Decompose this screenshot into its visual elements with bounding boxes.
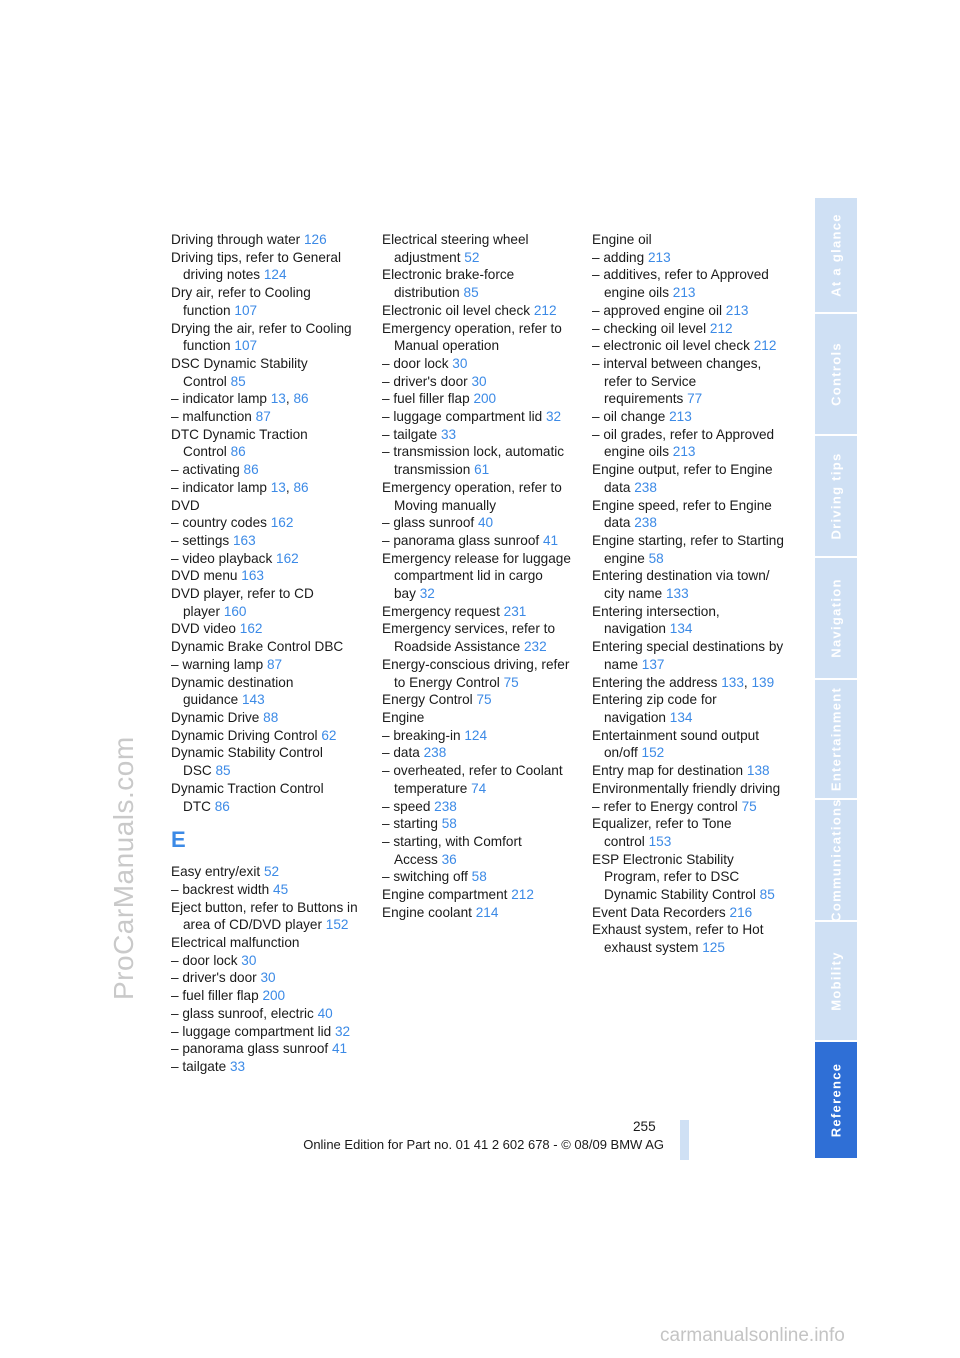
page-reference-link[interactable]: 52 bbox=[263, 864, 280, 880]
index-entry bbox=[382, 426, 582, 444]
page-reference-link[interactable]: 40 bbox=[317, 1005, 333, 1021]
index-entry-text: Exhaust system, refer to Hot exhaust system bbox=[592, 922, 764, 956]
index-entry-text: Energy-conscious driving, refer to Energy Control bbox=[382, 656, 570, 690]
index-entry bbox=[171, 1005, 371, 1023]
index-entry bbox=[382, 514, 582, 532]
index-entry bbox=[171, 744, 371, 779]
index-entry-text: – panorama glass sunroof bbox=[171, 1041, 329, 1057]
index-entry bbox=[382, 691, 582, 709]
page-reference-link[interactable]: 152 bbox=[325, 917, 349, 933]
index-entry bbox=[171, 320, 371, 355]
page-reference-link[interactable]: 32 bbox=[334, 1023, 351, 1039]
page-reference-link[interactable]: 213 bbox=[672, 444, 696, 460]
index-entry bbox=[592, 355, 792, 408]
page-reference-link[interactable]: 75 bbox=[503, 674, 519, 690]
page-reference-link[interactable]: 52 bbox=[464, 249, 480, 265]
index-entry-text: – tailgate bbox=[382, 426, 438, 442]
index-entry bbox=[592, 426, 792, 461]
index-entry-text: Engine output, refer to Engine data bbox=[592, 462, 773, 495]
index-entry bbox=[171, 426, 371, 461]
page-reference-link[interactable]: 32 bbox=[545, 409, 562, 425]
index-entry-text: – speed bbox=[382, 798, 431, 814]
index-entry-text: Eject button, refer to Buttons in area of CD/DVD player bbox=[171, 899, 358, 933]
section-tab-mobility[interactable] bbox=[815, 922, 857, 1042]
page-reference-link[interactable]: 85 bbox=[215, 763, 231, 779]
page-reference-link[interactable]: 85 bbox=[463, 285, 479, 301]
page-reference-link[interactable]: 162 bbox=[270, 515, 294, 531]
index-entry-text: Emergency services, refer to Roadside Assistance bbox=[382, 621, 556, 655]
page-reference-link[interactable]: 238 bbox=[423, 745, 447, 761]
page-reference-link[interactable]: 238 bbox=[434, 798, 457, 814]
index-entry-text: Entering destination via town/ city name bbox=[592, 568, 770, 602]
index-entry-text: Emergency operation, refer to Manual operation bbox=[382, 320, 562, 354]
index-entry bbox=[171, 249, 371, 284]
index-entry bbox=[382, 390, 582, 408]
index-entry-text: Engine starting, refer to Starting engine bbox=[592, 532, 784, 566]
index-entry-text: – starting, with Comfort Access bbox=[382, 833, 522, 867]
page-reference-link[interactable]: 86 bbox=[243, 462, 259, 478]
index-entry bbox=[171, 620, 371, 638]
index-entry bbox=[382, 815, 582, 833]
page-reference-link[interactable]: 214 bbox=[475, 904, 499, 920]
page-reference-link[interactable]: 126 bbox=[303, 232, 327, 247]
page-reference-link[interactable]: 33 bbox=[440, 426, 457, 442]
section-tab-reference[interactable] bbox=[815, 1042, 857, 1160]
page-reference-link[interactable]: 213 bbox=[725, 302, 749, 318]
index-entry bbox=[382, 744, 582, 762]
index-entry bbox=[592, 921, 792, 956]
section-tab-navigation[interactable] bbox=[815, 558, 857, 680]
index-entry-text: – malfunction bbox=[171, 409, 252, 425]
page-reference-link[interactable]: 41 bbox=[331, 1041, 348, 1057]
index-entry bbox=[382, 320, 582, 355]
index-entry-text: Engine bbox=[382, 709, 425, 725]
section-tabs bbox=[815, 198, 857, 1160]
page-reference-link[interactable]: 162 bbox=[276, 550, 299, 566]
index-entry-text: – fuel filler flap bbox=[171, 988, 259, 1004]
page-reference-link[interactable]: 124 bbox=[263, 267, 287, 283]
index-entry bbox=[382, 709, 582, 727]
page-reference-link[interactable]: 238 bbox=[634, 479, 657, 495]
index-entry bbox=[171, 952, 371, 970]
index-entry-text: – luggage compartment lid bbox=[171, 1023, 332, 1039]
index-entry bbox=[171, 567, 371, 585]
index-entry bbox=[171, 408, 371, 426]
index-entry bbox=[382, 231, 582, 266]
index-entry-text: Environmentally friendly driving bbox=[592, 780, 781, 796]
index-entry bbox=[592, 497, 792, 532]
index-entry-text: DVD player, refer to CD player bbox=[171, 586, 314, 619]
index-entry bbox=[171, 479, 371, 497]
index-entry-text: – door lock bbox=[382, 355, 449, 371]
index-entry-text: – starting bbox=[382, 816, 438, 832]
index-entry-text: – driver's door bbox=[171, 970, 257, 986]
index-entry bbox=[382, 798, 582, 816]
page-reference-link[interactable]: 138 bbox=[746, 763, 770, 779]
index-entry-text: Dynamic Driving Control bbox=[171, 727, 318, 743]
index-entry-text: – oil grades, refer to Approved engine oils bbox=[592, 426, 775, 460]
section-tab-label: Driving tips bbox=[828, 452, 844, 540]
page-reference-link[interactable]: 30 bbox=[241, 952, 257, 968]
page-reference-link[interactable]: 87 bbox=[266, 656, 283, 672]
index-entry bbox=[592, 904, 792, 922]
footer-edition-text: Online Edition for Part no. 01 41 2 602 678 - © 08/09 BMW AG bbox=[303, 1137, 664, 1152]
index-entry-text: DSC Dynamic Stability Control bbox=[171, 355, 308, 389]
index-entry bbox=[382, 868, 582, 886]
index-entry-text: – driver's door bbox=[382, 373, 468, 389]
index-entry bbox=[592, 674, 792, 692]
index-entry-text: Electronic brake-force distribution bbox=[382, 267, 515, 301]
index-entry-text: Dry air, refer to Cooling function bbox=[171, 285, 311, 318]
index-entry-text: Engine coolant bbox=[382, 904, 472, 920]
index-entry bbox=[382, 656, 582, 691]
index-entry-text: Electrical steering wheel adjustment bbox=[382, 232, 529, 265]
index-entry bbox=[382, 532, 582, 550]
page-reference-link[interactable]: 152 bbox=[641, 745, 665, 761]
index-entry bbox=[171, 969, 371, 987]
index-entry bbox=[171, 1040, 371, 1058]
page-reference-link[interactable]: 75 bbox=[476, 692, 492, 708]
page-reference-link[interactable]: 163 bbox=[241, 568, 264, 584]
index-entry-text: Entering intersection, navigation bbox=[592, 603, 720, 637]
page-number: 255 bbox=[633, 1119, 656, 1134]
index-entry-text: Easy entry/exit bbox=[171, 864, 261, 880]
index-entry bbox=[592, 780, 792, 798]
index-entry-text: Emergency release for luggage compartment lid in cargo bay bbox=[382, 550, 571, 602]
page-reference-link[interactable]: 36 bbox=[441, 851, 457, 867]
index-entry bbox=[382, 355, 582, 373]
index-entry-text: – door lock bbox=[171, 952, 238, 968]
page-reference-link[interactable]: 86 bbox=[230, 444, 246, 460]
index-entry-text: – settings bbox=[171, 532, 230, 548]
index-entry-text: Dynamic Drive bbox=[171, 709, 260, 725]
page-reference-link[interactable]: 212 bbox=[709, 320, 733, 336]
index-entry-text: – approved engine oil bbox=[592, 302, 722, 318]
index-entry bbox=[171, 390, 371, 408]
page-reference-link[interactable]: 216 bbox=[729, 904, 753, 920]
index-entry-text: – refer to Energy control bbox=[592, 798, 738, 814]
page-reference-link[interactable]: 163 bbox=[232, 532, 256, 548]
page-reference-link[interactable]: 107 bbox=[234, 338, 258, 354]
index-entry-text: – panorama glass sunroof bbox=[382, 532, 540, 548]
index-entry bbox=[171, 514, 371, 532]
index-entry bbox=[592, 798, 792, 816]
section-tab-driving-tips[interactable] bbox=[815, 436, 857, 558]
page-reference-link[interactable]: 13 bbox=[270, 479, 286, 495]
index-entry bbox=[592, 302, 792, 320]
index-entry bbox=[592, 638, 792, 673]
index-entry bbox=[592, 231, 792, 249]
page-reference-link[interactable]: 77 bbox=[687, 391, 703, 407]
page-reference-link[interactable]: 153 bbox=[648, 833, 672, 849]
index-entry-text: – glass sunroof, electric bbox=[171, 1005, 314, 1021]
page-reference-link[interactable]: 86 bbox=[293, 391, 309, 407]
page-reference-link[interactable]: 45 bbox=[273, 881, 289, 897]
page-reference-link[interactable]: 86 bbox=[293, 479, 309, 495]
index-entry bbox=[382, 833, 582, 868]
index-entry bbox=[171, 284, 371, 319]
page-reference-link[interactable]: 85 bbox=[230, 373, 246, 389]
page-reference-link[interactable]: 143 bbox=[241, 692, 265, 708]
index-entry-text: DVD bbox=[171, 497, 200, 513]
index-entry bbox=[382, 904, 582, 922]
section-tab-label: Navigation bbox=[828, 578, 844, 658]
index-entry bbox=[382, 443, 582, 478]
index-entry-text: Entertainment sound output on/off bbox=[592, 727, 760, 761]
page-reference-link[interactable]: 213 bbox=[669, 409, 692, 425]
index-column-1 bbox=[171, 231, 371, 1076]
page-reference-link[interactable]: 134 bbox=[669, 621, 693, 637]
index-entry-text: Entering zip code for navigation bbox=[592, 692, 717, 725]
index-entry-text: – breaking-in bbox=[382, 727, 461, 743]
index-entry bbox=[382, 550, 582, 603]
page-reference-link[interactable]: 33 bbox=[229, 1058, 246, 1074]
page-reference-link[interactable]: 213 bbox=[672, 285, 696, 301]
page-reference-link[interactable]: 13 bbox=[270, 391, 286, 407]
index-entry-text: Entering the address bbox=[592, 674, 718, 690]
index-entry-text: DTC Dynamic Traction Control bbox=[171, 426, 308, 460]
index-entry-text: – indicator lamp bbox=[171, 391, 267, 407]
page-reference-link[interactable]: 200 bbox=[262, 988, 286, 1004]
index-entry bbox=[171, 656, 371, 674]
index-entry bbox=[171, 881, 371, 899]
index-entry bbox=[382, 620, 582, 655]
page-reference-link[interactable]: 212 bbox=[533, 302, 557, 318]
index-entry bbox=[171, 550, 371, 568]
index-entry bbox=[382, 479, 582, 514]
page-reference-link[interactable]: 61 bbox=[474, 462, 490, 478]
index-entry bbox=[171, 585, 371, 620]
page-reference-link[interactable]: 32 bbox=[419, 586, 435, 602]
index-entry-text: – indicator lamp bbox=[171, 479, 267, 495]
section-tab-communications[interactable] bbox=[815, 800, 857, 922]
index-entry-text: Engine compartment bbox=[382, 887, 508, 903]
index-entry-text: Dynamic Traction Control DTC bbox=[171, 780, 324, 814]
page-reference-link[interactable]: 86 bbox=[214, 798, 230, 814]
index-entry-text: ESP Electronic Stability Program, refer to DSC Dynamic Stability Control bbox=[592, 851, 756, 903]
index-entry-text: – data bbox=[382, 745, 420, 761]
page-reference-link[interactable]: 212 bbox=[753, 338, 777, 354]
index-entry-text: – checking oil level bbox=[592, 320, 707, 336]
page-reference-link[interactable]: 30 bbox=[471, 373, 487, 389]
page-reference-link[interactable]: 62 bbox=[321, 727, 337, 743]
index-entry bbox=[171, 709, 371, 727]
page-reference-link[interactable]: 134 bbox=[669, 709, 693, 725]
page-separator: , bbox=[285, 391, 294, 407]
index-entry-text: – oil change bbox=[592, 409, 666, 425]
page-reference-link[interactable]: 85 bbox=[759, 887, 775, 903]
index-entry-text: – interval between changes, refer to Service requirements bbox=[592, 355, 762, 407]
page-reference-link[interactable]: 133 bbox=[721, 674, 744, 690]
page-reference-link[interactable]: 231 bbox=[503, 603, 527, 619]
page-reference-link[interactable]: 107 bbox=[234, 302, 258, 318]
index-entry-text: Electrical malfunction bbox=[171, 935, 300, 951]
index-entry-text: Emergency request bbox=[382, 603, 500, 619]
page-reference-link[interactable]: 125 bbox=[702, 940, 725, 956]
page-reference-link[interactable]: 75 bbox=[741, 798, 757, 814]
page-reference-link[interactable]: 212 bbox=[511, 887, 534, 903]
index-entry-text: – additives, refer to Approved engine oils bbox=[592, 267, 769, 301]
page-reference-link[interactable]: 232 bbox=[523, 639, 547, 655]
page-reference-link[interactable]: 137 bbox=[641, 656, 665, 672]
index-entry bbox=[592, 461, 792, 496]
page-reference-link[interactable]: 200 bbox=[473, 391, 497, 407]
page-reference-link[interactable]: 58 bbox=[471, 869, 487, 885]
page-reference-link[interactable]: 160 bbox=[223, 603, 247, 619]
page-reference-link[interactable]: 58 bbox=[648, 550, 664, 566]
page-reference-link[interactable]: 41 bbox=[542, 532, 559, 548]
index-entry bbox=[171, 1023, 371, 1041]
index-entry-text: – overheated, refer to Coolant temperature bbox=[382, 763, 563, 796]
index-entry bbox=[171, 934, 371, 952]
section-tab-label: Entertainment bbox=[828, 686, 844, 792]
page-reference-link[interactable]: 87 bbox=[255, 409, 271, 425]
index-entry bbox=[171, 727, 371, 745]
page-reference-link[interactable]: 74 bbox=[471, 780, 487, 796]
index-entry-text: – adding bbox=[592, 249, 645, 265]
index-entry bbox=[382, 266, 582, 301]
index-entry-text: Event Data Recorders bbox=[592, 904, 726, 920]
index-entry-text: Engine oil bbox=[592, 232, 652, 247]
index-entry bbox=[592, 762, 792, 780]
index-entry-text: – warning lamp bbox=[171, 656, 264, 672]
index-entry-text: – transmission lock, automatic transmission bbox=[382, 444, 565, 478]
index-entry-text: Dynamic Brake Control DBC bbox=[171, 639, 344, 655]
index-entry-text: – activating bbox=[171, 462, 240, 478]
index-entry-text: Entering special destinations by name bbox=[592, 639, 784, 672]
section-tab-at-a-glance[interactable] bbox=[815, 198, 857, 314]
index-entry-text: – luggage compartment lid bbox=[382, 409, 543, 425]
page-reference-link[interactable]: 58 bbox=[441, 816, 457, 832]
page-reference-link[interactable]: 162 bbox=[239, 621, 263, 637]
index-entry bbox=[382, 373, 582, 391]
index-entry-text: – electronic oil level check bbox=[592, 338, 750, 354]
index-entry bbox=[382, 886, 582, 904]
index-column-3 bbox=[592, 231, 792, 957]
index-entry-text: – fuel filler flap bbox=[382, 391, 470, 407]
index-entry bbox=[171, 497, 371, 515]
section-tab-label: Controls bbox=[828, 342, 844, 406]
index-entry-text: – backrest width bbox=[171, 881, 270, 897]
index-entry-text: Dynamic Stability Control DSC bbox=[171, 745, 323, 779]
index-entry bbox=[171, 780, 371, 815]
page-reference-link[interactable]: 88 bbox=[263, 709, 279, 725]
page-reference-link[interactable]: 238 bbox=[634, 515, 657, 531]
index-entry bbox=[382, 408, 582, 426]
index-entry bbox=[382, 603, 582, 621]
index-entry-text: – switching off bbox=[382, 869, 468, 885]
page-reference-link[interactable]: 133 bbox=[665, 586, 689, 602]
index-entry bbox=[592, 603, 792, 638]
index-entry bbox=[171, 355, 371, 390]
section-tab-controls[interactable] bbox=[815, 314, 857, 436]
index-entry bbox=[592, 691, 792, 726]
index-entry bbox=[592, 408, 792, 426]
index-entry bbox=[382, 302, 582, 320]
index-entry bbox=[171, 231, 371, 249]
index-column-2 bbox=[382, 231, 582, 921]
index-entry bbox=[592, 320, 792, 338]
index-entry bbox=[592, 851, 792, 904]
index-entry bbox=[171, 532, 371, 550]
index-entry bbox=[382, 727, 582, 745]
section-tab-label: Reference bbox=[828, 1062, 844, 1138]
index-entry-text: Engine speed, refer to Engine data bbox=[592, 497, 772, 531]
index-entry bbox=[592, 266, 792, 301]
index-entry bbox=[171, 863, 371, 881]
index-entry-text: Driving tips, refer to General driving notes bbox=[171, 249, 341, 283]
page-separator: , bbox=[285, 479, 294, 495]
index-entry-text: – tailgate bbox=[171, 1058, 227, 1074]
page-reference-link[interactable]: 213 bbox=[647, 249, 671, 265]
page-reference-link[interactable]: 40 bbox=[477, 515, 494, 531]
section-tab-entertainment[interactable] bbox=[815, 680, 857, 800]
index-entry-text: Dynamic destination guidance bbox=[171, 674, 294, 708]
page-reference-link[interactable]: 124 bbox=[464, 727, 488, 743]
index-entry-text: DVD video bbox=[171, 621, 236, 637]
footer-accent-bar bbox=[680, 1120, 689, 1160]
index-entry-text: Drying the air, refer to Cooling function bbox=[171, 320, 352, 354]
index-entry-text: – glass sunroof bbox=[382, 515, 475, 531]
index-entry bbox=[171, 674, 371, 709]
index-entry bbox=[592, 532, 792, 567]
section-tab-label: Communications bbox=[828, 798, 844, 922]
index-entry-text: Emergency operation, refer to Moving manually bbox=[382, 479, 562, 513]
carmanualsonline-watermark: carmanualsonline.info bbox=[660, 1325, 845, 1346]
index-entry bbox=[592, 815, 792, 850]
section-tab-label: At a glance bbox=[828, 213, 844, 297]
page-separator: , bbox=[743, 674, 752, 690]
index-entry bbox=[592, 727, 792, 762]
index-entry bbox=[592, 249, 792, 267]
index-entry-text: Electronic oil level check bbox=[382, 302, 531, 318]
index-entry bbox=[592, 337, 792, 355]
section-tab-label: Mobility bbox=[828, 951, 844, 1011]
index-entry-text: – country codes bbox=[171, 515, 267, 531]
index-entry bbox=[171, 638, 371, 656]
page-reference-link[interactable]: 139 bbox=[751, 674, 775, 690]
index-entry bbox=[171, 987, 371, 1005]
index-entry bbox=[171, 461, 371, 479]
index-letter-heading: E bbox=[171, 827, 186, 853]
index-entry-text: Equalizer, refer to Tone control bbox=[592, 816, 732, 849]
index-entry-text: Energy Control bbox=[382, 692, 473, 708]
index-entry bbox=[171, 1058, 371, 1076]
index-entry-text: Entry map for destination bbox=[592, 763, 744, 779]
page-reference-link[interactable]: 30 bbox=[452, 355, 468, 371]
index-entry bbox=[171, 899, 371, 934]
index-entry-text: Driving through water bbox=[171, 232, 301, 247]
index-entry-text: – video playback bbox=[171, 550, 273, 566]
procarmanuals-watermark: ProCarManuals.com bbox=[108, 736, 139, 1000]
page-reference-link[interactable]: 30 bbox=[260, 970, 276, 986]
index-entry bbox=[382, 762, 582, 797]
index-entry-text: DVD menu bbox=[171, 568, 238, 584]
index-entry bbox=[592, 567, 792, 602]
